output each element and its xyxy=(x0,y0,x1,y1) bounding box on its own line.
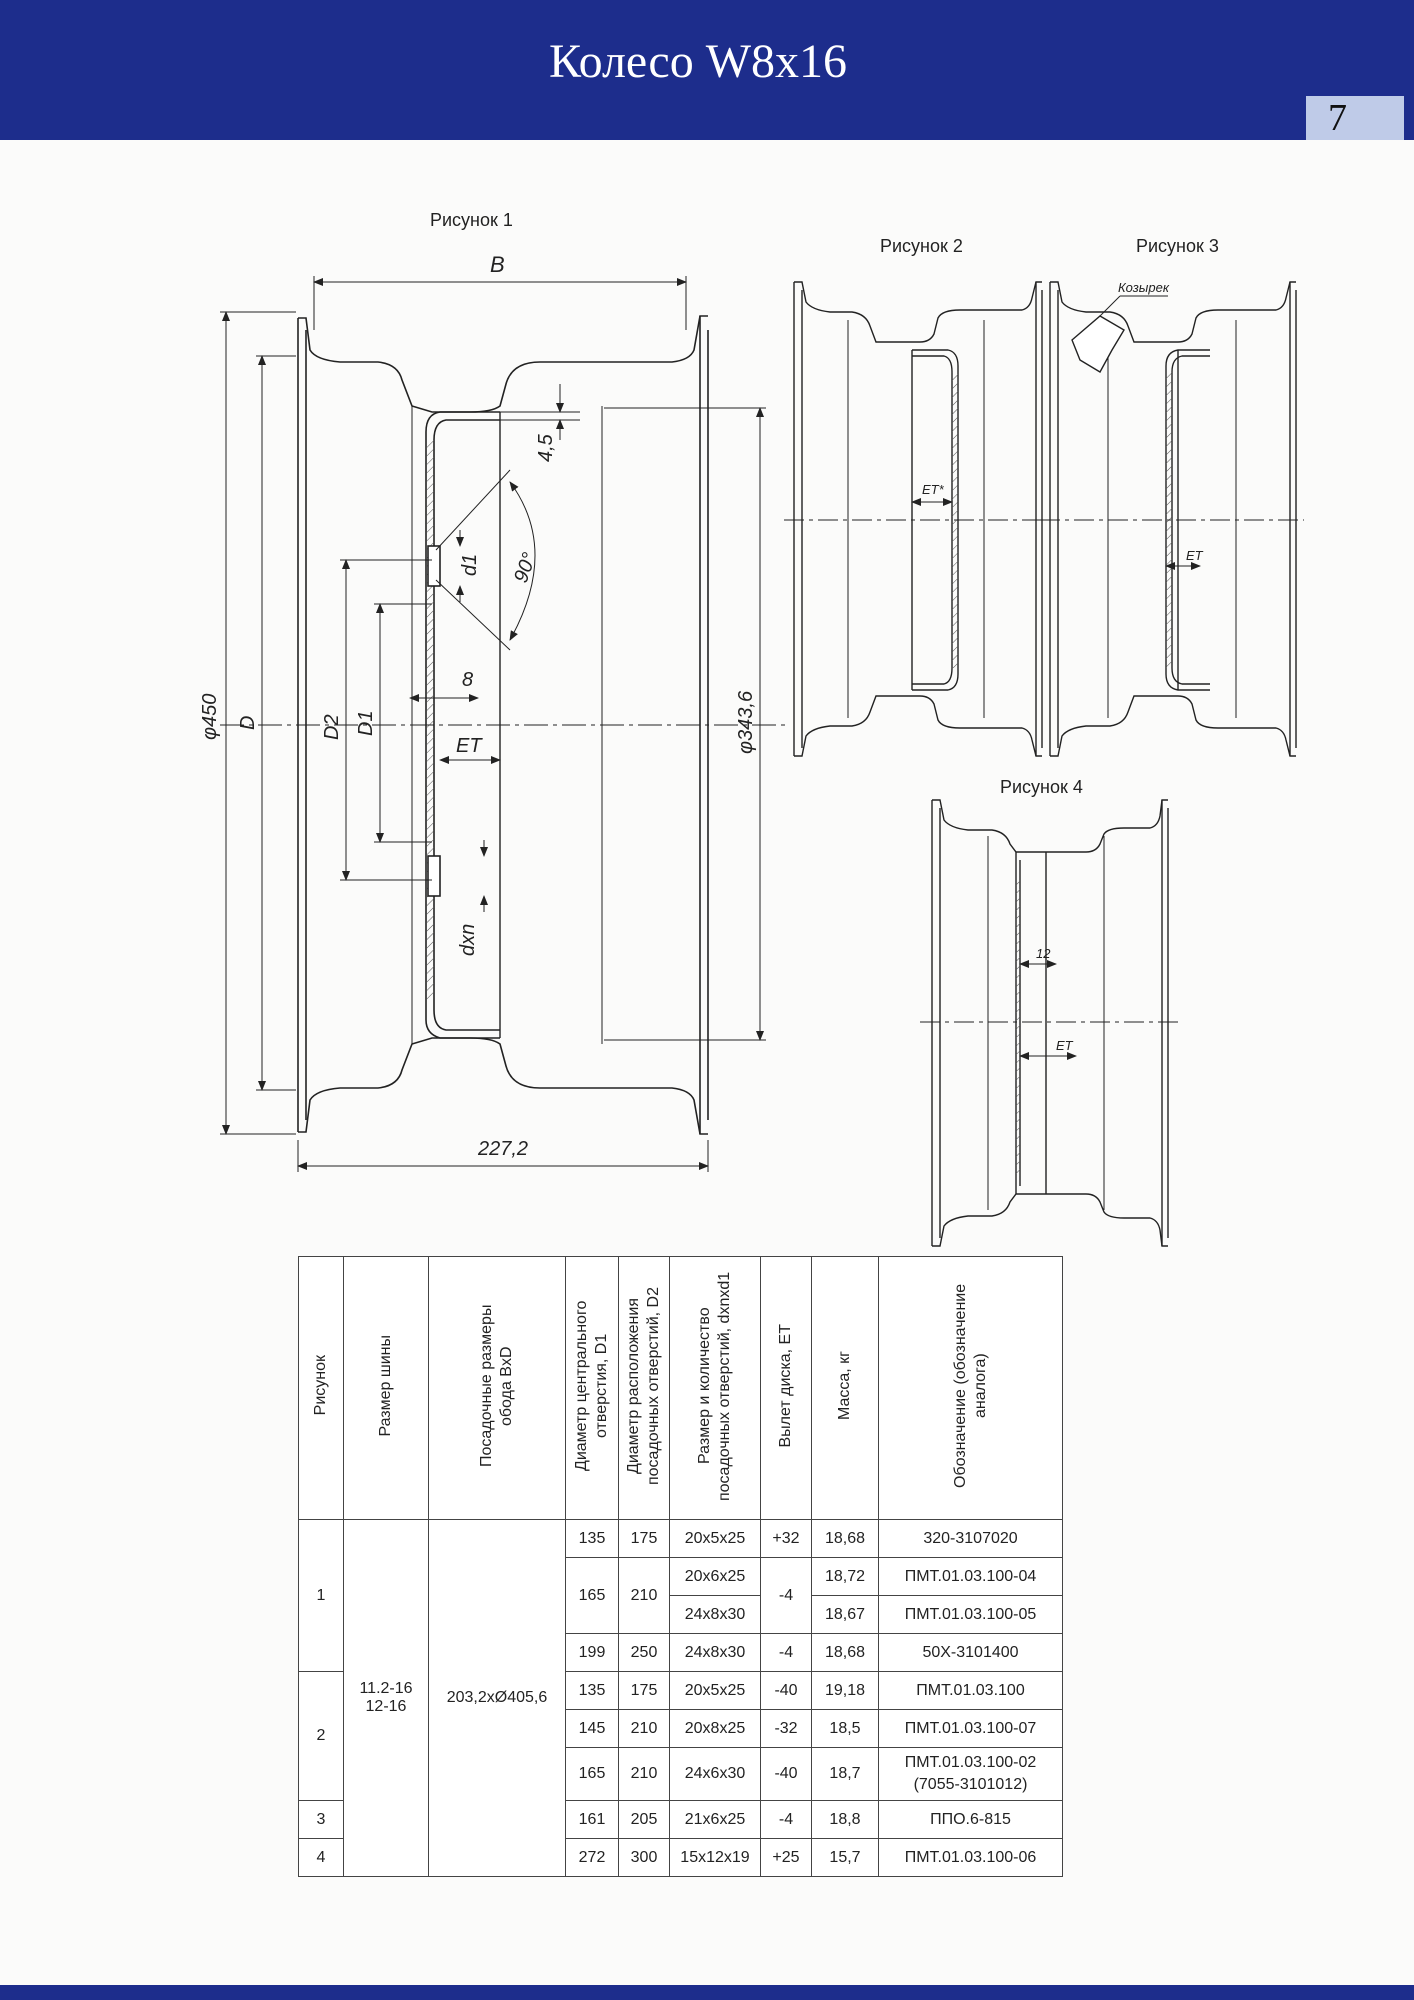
figure-2-caption: Рисунок 2 xyxy=(880,236,963,256)
page-footer-strip xyxy=(0,1985,1414,2000)
fig2-dim-ETstar: ET* xyxy=(922,482,944,497)
figure-3-caption: Рисунок 3 xyxy=(1136,236,1219,256)
cell-mass: 18,8 xyxy=(812,1801,879,1839)
cell-mass: 18,68 xyxy=(812,1520,879,1558)
col-header-rim-size: Посадочные размеры обода BxD xyxy=(478,1304,515,1467)
col-header-et: Вылет диска, ЕТ xyxy=(777,1323,794,1448)
cell-et: -4 xyxy=(761,1634,812,1672)
dim-dxn: dxn xyxy=(457,923,479,956)
col-header xyxy=(299,1257,344,1520)
cell-d1: 135 xyxy=(566,1672,619,1710)
cell-holes: 20x6x25 xyxy=(670,1558,761,1596)
dim-phi343: φ343,6 xyxy=(735,690,757,754)
cell-d2: 210 xyxy=(619,1558,670,1634)
cell-holes: 20x5x25 xyxy=(670,1520,761,1558)
page-title: Колесо W8x16 xyxy=(548,35,848,88)
table-header-row xyxy=(299,1257,1063,1520)
cell-mass: 18,7 xyxy=(812,1748,879,1801)
cell-figure: 4 xyxy=(299,1839,344,1877)
figure-1-dimension-labels xyxy=(199,252,757,1160)
cell-mass: 19,18 xyxy=(812,1672,879,1710)
cell-d2: 300 xyxy=(619,1839,670,1877)
dim-D2: D2 xyxy=(321,714,343,740)
cell-code: 50X-3101400 xyxy=(879,1634,1063,1672)
dim-4-5: 4,5 xyxy=(535,434,557,462)
cell-et: -40 xyxy=(761,1672,812,1710)
cell-code: ПМТ.01.03.100-05 xyxy=(879,1596,1063,1634)
cell-d2: 210 xyxy=(619,1710,670,1748)
cell-mass: 18,68 xyxy=(812,1634,879,1672)
dim-d1: d1 xyxy=(459,553,481,576)
cell-rim-size: 203,2хØ405,6 xyxy=(429,1520,566,1877)
col-header-d2: Диаметр расположения посадочных отверстий, D2 xyxy=(625,1286,662,1485)
cell-holes: 24x8x30 xyxy=(670,1634,761,1672)
cell-d1: 161 xyxy=(566,1801,619,1839)
dim-ET: ET xyxy=(456,735,482,757)
cell-tire-size: 11.2-16 12-16 xyxy=(344,1520,429,1877)
cell-code: ПМТ.01.03.100-04 xyxy=(879,1558,1063,1596)
dim-90: 90° xyxy=(510,549,542,586)
cell-d2: 175 xyxy=(619,1520,670,1558)
figure-1-drawing xyxy=(220,276,790,1172)
col-header xyxy=(344,1257,429,1520)
col-header-code: Обозначение (обозначение аналога) xyxy=(951,1283,989,1488)
cell-holes: 20x5x25 xyxy=(670,1672,761,1710)
cell-d1: 135 xyxy=(566,1520,619,1558)
cell-et: -40 xyxy=(761,1748,812,1801)
cell-d1: 145 xyxy=(566,1710,619,1748)
figure-3-drawing xyxy=(1040,282,1304,756)
cell-holes: 20x8x25 xyxy=(670,1710,761,1748)
cell-d1: 272 xyxy=(566,1839,619,1877)
col-header-tire-size: Размер шины xyxy=(377,1334,394,1437)
cell-d2: 250 xyxy=(619,1634,670,1672)
cell-d2: 210 xyxy=(619,1748,670,1801)
cell-code: ПМТ.01.03.100-06 xyxy=(879,1839,1063,1877)
cell-holes: 24x6x30 xyxy=(670,1748,761,1801)
dim-phi450: φ450 xyxy=(199,693,221,740)
cell-et: -32 xyxy=(761,1710,812,1748)
cell-d1: 165 xyxy=(566,1748,619,1801)
col-header xyxy=(879,1257,1063,1520)
dim-8: 8 xyxy=(462,669,474,691)
wheel-spec-table xyxy=(298,1256,1063,1877)
cell-et: -4 xyxy=(761,1801,812,1839)
cell-mass: 18,5 xyxy=(812,1710,879,1748)
cell-code: 320-3107020 xyxy=(879,1520,1063,1558)
col-header xyxy=(812,1257,879,1520)
cell-figure: 2 xyxy=(299,1672,344,1801)
fig3-dim-kozyrek: Козырек xyxy=(1118,280,1169,295)
figure-1-caption: Рисунок 1 xyxy=(430,210,513,230)
cell-mass: 18,72 xyxy=(812,1558,879,1596)
cell-mass: 15,7 xyxy=(812,1839,879,1877)
col-header xyxy=(619,1257,670,1520)
fig3-dim-ET: ET xyxy=(1186,548,1203,563)
cell-mass: 18,67 xyxy=(812,1596,879,1634)
col-header xyxy=(761,1257,812,1520)
col-header xyxy=(566,1257,619,1520)
page-number-text: 7 xyxy=(1328,97,1347,139)
figure-2-drawing xyxy=(784,282,1050,756)
fig4-dim-12: 12 xyxy=(1036,946,1051,961)
figure-4-drawing xyxy=(920,800,1178,1246)
cell-d2: 175 xyxy=(619,1672,670,1710)
cell-holes: 24x8x30 xyxy=(670,1596,761,1634)
cell-d2: 205 xyxy=(619,1801,670,1839)
dim-D: D xyxy=(237,715,259,730)
cell-d1: 165 xyxy=(566,1558,619,1634)
cell-code: ПМТ.01.03.100-02 (7055-3101012) xyxy=(879,1748,1063,1801)
col-header-figure: Рисунок xyxy=(312,1355,329,1416)
cell-d1: 199 xyxy=(566,1634,619,1672)
fig4-dim-ET: ET xyxy=(1056,1038,1073,1053)
cell-code: ППО.6-815 xyxy=(879,1801,1063,1839)
col-header-holes: Размер и количество посадочных отверстий, dxnxd1 xyxy=(696,1270,733,1501)
cell-figure: 3 xyxy=(299,1801,344,1839)
dim-B: B xyxy=(490,252,505,277)
dim-D1: D1 xyxy=(355,710,377,736)
cell-code: ПМТ.01.03.100 xyxy=(879,1672,1063,1710)
cell-holes: 15x12x19 xyxy=(670,1839,761,1877)
cell-et: +32 xyxy=(761,1520,812,1558)
cell-et: -4 xyxy=(761,1558,812,1634)
dim-227: 227,2 xyxy=(478,1138,529,1160)
cell-et: +25 xyxy=(761,1839,812,1877)
cell-figure: 1 xyxy=(299,1520,344,1672)
col-header xyxy=(429,1257,566,1520)
cell-code: ПМТ.01.03.100-07 xyxy=(879,1710,1063,1748)
col-header-d1: Диаметр центрального отверстия, D1 xyxy=(573,1300,610,1471)
col-header xyxy=(670,1257,761,1520)
cell-holes: 21x6x25 xyxy=(670,1801,761,1839)
col-header-mass: Масса, кг xyxy=(836,1350,853,1421)
table-row xyxy=(299,1520,1063,1558)
figure-4-caption: Рисунок 4 xyxy=(1000,777,1083,797)
